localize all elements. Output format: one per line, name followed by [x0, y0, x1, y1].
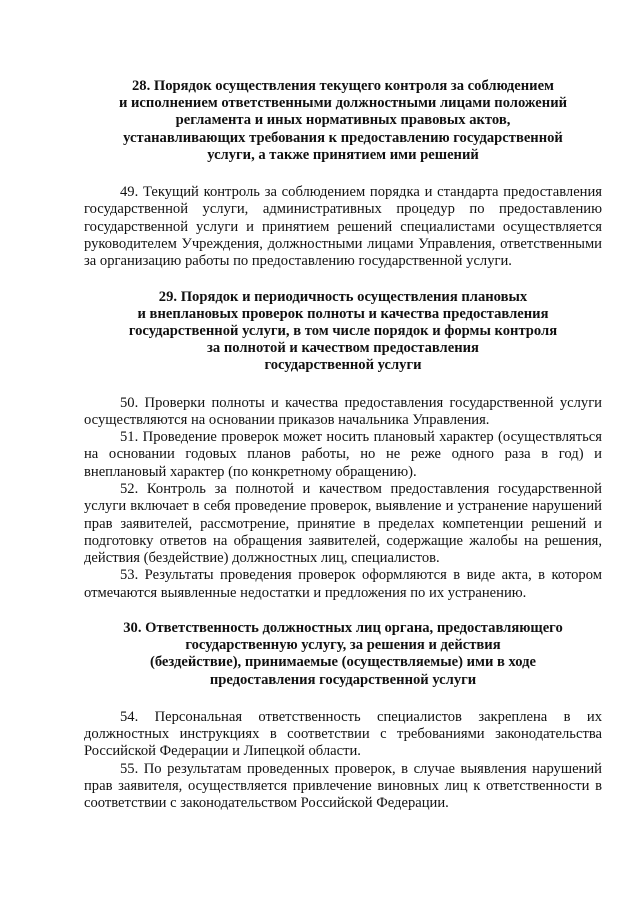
heading-line: государственной услуги	[264, 357, 422, 374]
section-heading-28	[84, 78, 602, 164]
section-heading-30	[84, 620, 602, 689]
section-heading-29	[84, 289, 602, 375]
paragraph-51: 51. Проведение проверок может носить плановый характер (осуществляться на основании годовых планов работы, но не реже одного раза в год) и внеплановый характер (по конкретному обращению).	[84, 429, 602, 480]
paragraph-52: 52. Контроль за полнотой и качеством предоставления государственной услуги включает в себя проведение проверок, выявление и устранение нарушений прав заявителей, рассмотрение, принятие в пределах компетенции решений и подготовку ответов на обращения заявителей, содержащие жалобы на решения, действия (бездействие) должностных лиц, специалистов.	[84, 481, 602, 567]
heading-line: и исполнением ответственными должностными лицами положений	[118, 95, 568, 112]
heading-line: предоставления государственной услуги	[209, 671, 477, 688]
paragraph-49: 49. Текущий контроль за соблюдением порядка и стандарта предоставления государственной услуги, административных процедур по предоставлению государственной услуги и принятием решений специалистами осуществляется руководителем Учреждения, должностными лицами Управления, ответственными за организацию работы по предоставлению государственной услуги.	[84, 184, 602, 270]
heading-line: государственной услуги, в том числе порядок и формы контроля	[128, 322, 558, 339]
heading-line: 28. Порядок осуществления текущего контроля за соблюдением	[132, 78, 554, 94]
heading-line: регламента и иных нормативных правовых актов,	[175, 112, 511, 129]
heading-line: услуги, а также принятием ими решений	[207, 146, 479, 163]
paragraph-55: 55. По результатам проведенных проверок, в случае выявления нарушений прав заявителя, осуществляется привлечение виновных лиц к ответственности в соответствии с законодательством Российской Федерации.	[84, 760, 602, 812]
heading-line: устанавливающих требования к предоставлению государственной	[123, 129, 563, 146]
heading-line: (бездействие), принимаемые (осуществляемые) ими в ходе	[149, 654, 537, 671]
paragraph-54: 54. Персональная ответственность специалистов закреплена в их должностных инструкциях в соответствии с требованиями законодательства Российской Федерации и Липецкой области.	[84, 708, 602, 760]
paragraph-50: 50. Проверки полноты и качества предоставления государственной услуги осуществляются на основании приказов начальника Управления.	[84, 394, 602, 428]
heading-line: 29. Порядок и периодичность осуществления плановых	[158, 288, 528, 305]
paragraph-53: 53. Результаты проведения проверок оформляются в виде акта, в котором отмечаются выявленные недостатки и предложения по их устранению.	[84, 567, 602, 601]
heading-line: за полнотой и качеством предоставления	[207, 340, 479, 357]
heading-line: 30. Ответственность должностных лиц органа, предоставляющего	[123, 620, 563, 637]
document-page	[84, 78, 602, 813]
heading-line: и внеплановых проверок полноты и качества предоставления	[137, 305, 549, 322]
heading-line: государственную услугу, за решения и действия	[185, 637, 501, 654]
